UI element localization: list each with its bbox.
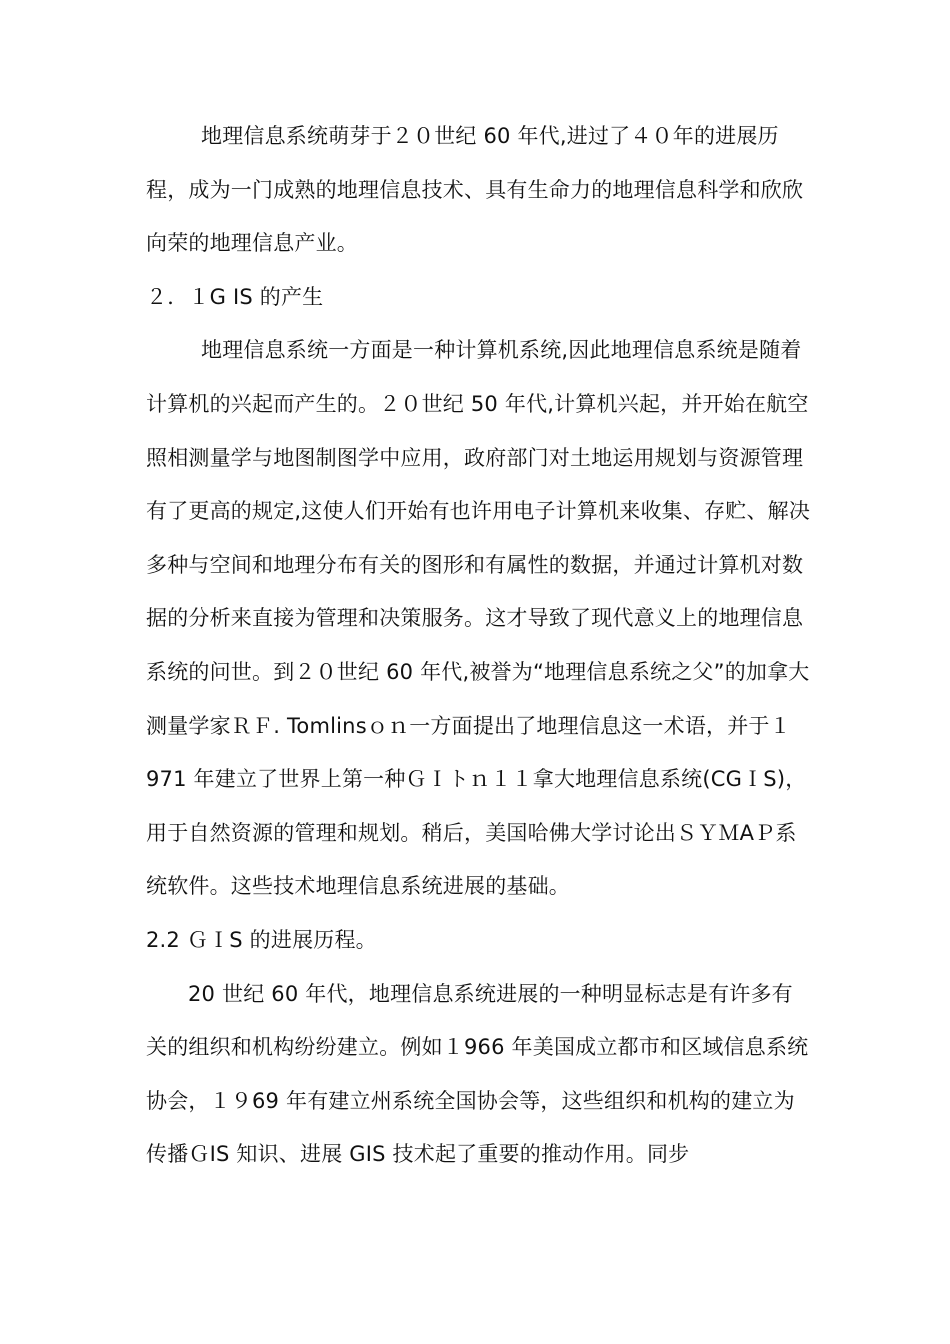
body-text: [146, 110, 811, 1182]
paragraph-gis-origin: 地理信息系统一方面是一种计算机系统,因此地理信息系统是随着计算机的兴起而产生的。２０世纪 50 年代,计算机兴起，并开始在航空照相测量学与地图制图学中应用，政府部门对土地运用规划与资源管理有了更高的规定,这使人们开始有也许用电子计算机来收集、存贮、解决多种与空间和地理分布有关的图形和有属性的数据，并通过计算机对数据的分析来直接为管理和决策服务。这才导致了现代意义上的地理信息系统的问世。到２０世纪 60 年代,被誉为“地理信息系统之父”的加拿大测量学家ＲＦ. Tomlinsｏｎ一方面提出了地理信息这一术语，并于１971 年建立了世界上第一种ＧＩトｎ１１拿大地理信息系统(CGＩS)，用于自然资源的管理和规划。稍后，美国哈佛大学讨论出ＳＹＭAＰ系统软件。这些技术地理信息系统进展的基础。: [146, 338, 811, 899]
paragraph-intro: 地理信息系统萌芽于２０世纪 60 年代,进过了４０年的进展历程，成为一门成熟的地理信息技术、具有生命力的地理信息科学和欣欣向荣的地理信息产业。: [146, 124, 804, 256]
section-heading-2-1: ２．１G IS 的产生: [146, 284, 324, 309]
section-heading-2-2: 2.2 ＧＩS 的进展历程。: [146, 927, 377, 952]
paragraph-gis-development: 20 世纪 60 年代，地理信息系统进展的一种明显标志是有许多有关的组织和机构纷纷建立。例如１966 年美国成立都市和区域信息系统协会，１９69 年有建立州系统全国协会等，这些组织和机构的建立为传播ＧIS 知识、进展 GIS 技术起了重要的推动作用。同步: [146, 981, 809, 1167]
